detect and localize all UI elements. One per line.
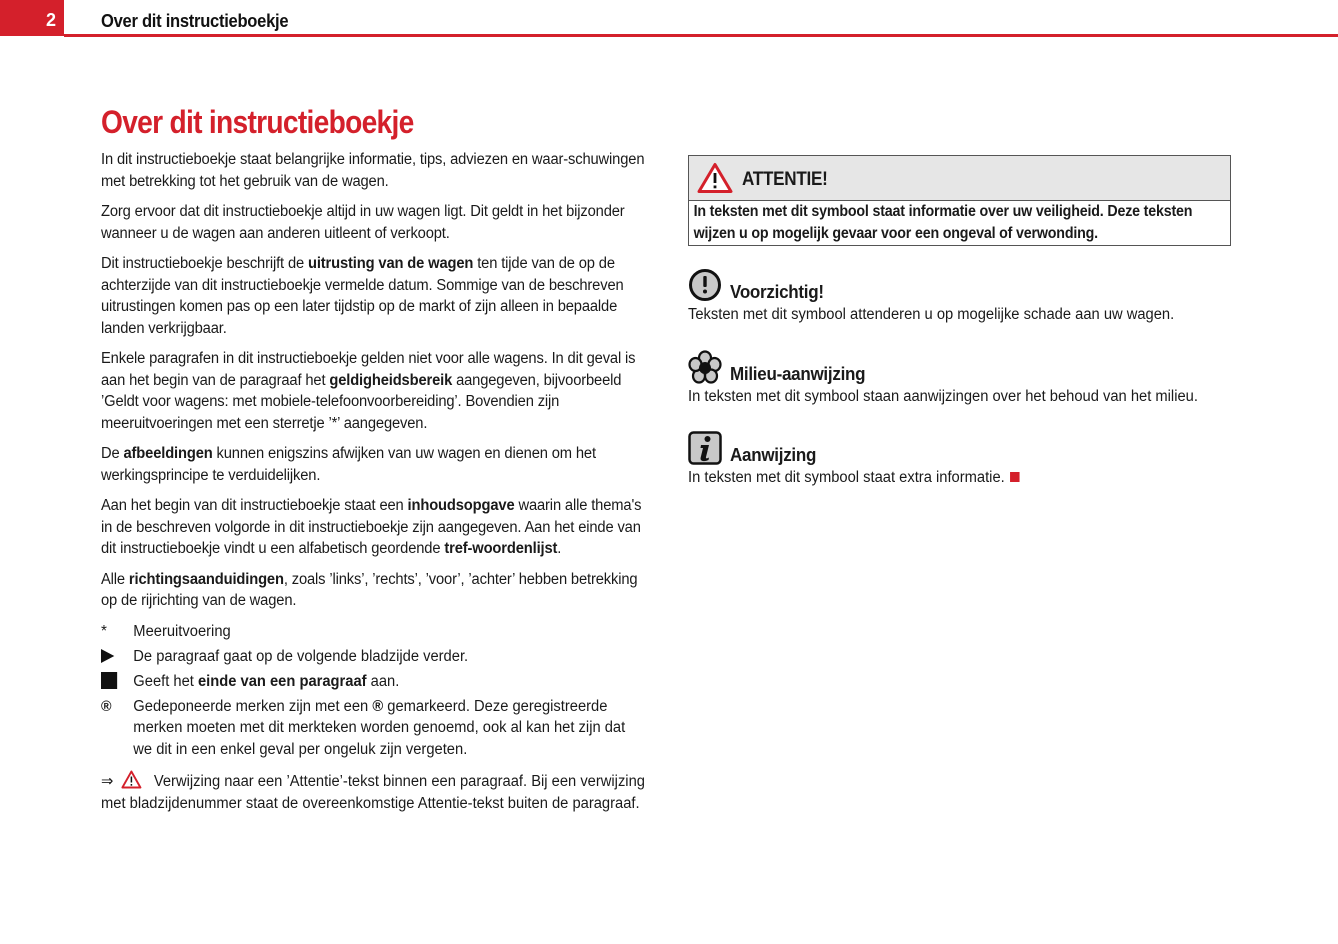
text-run: De xyxy=(101,445,124,462)
text-run: Zorg ervoor dat dit instructieboekje altijd in uw wagen ligt. Dit geldt in het bijzonder wanneer u de wagen aan anderen uitleent of verkoopt. xyxy=(101,203,625,242)
reference-arrow: ⇒ xyxy=(101,773,114,790)
header-rule xyxy=(64,34,1338,37)
running-title: Over dit instructieboekje xyxy=(101,11,289,31)
emphasis-text: inhoudsopgave xyxy=(407,497,515,514)
body-paragraph xyxy=(101,201,646,244)
body-paragraph xyxy=(101,495,646,560)
text-run: Dit instructieboekje beschrijft de xyxy=(101,255,308,272)
text-run: ten tijde van de op de achterzijde van dit instructieboekje vermelde datum. Sommige van de beschreven uitrustingen komen pas op een later tijdstip op de markt of zijn alleen in bepaalde landen verkrijgbaar. xyxy=(101,255,624,337)
legend-text xyxy=(133,621,230,643)
left-column xyxy=(101,104,646,814)
warning-triangle-icon xyxy=(121,770,142,789)
emphasis-text: ® xyxy=(372,697,384,715)
note-body: Teksten met dit symbool attenderen u op mogelijke schade aan uw wagen. xyxy=(688,306,1175,323)
legend-item xyxy=(101,621,646,643)
body-paragraph xyxy=(101,569,646,612)
text-run: aan. xyxy=(366,672,400,690)
note-body-text: In teksten met dit symbool staat extra informatie. xyxy=(688,469,1005,486)
page-number-tab xyxy=(0,0,64,36)
reference-explanation xyxy=(101,770,646,814)
right-column xyxy=(688,155,1231,489)
asterisk-icon: * xyxy=(101,622,107,640)
attentie-box xyxy=(688,155,1231,246)
text-run: Geeft het xyxy=(133,672,198,690)
legend-text xyxy=(133,671,399,693)
emphasis-text: einde van een paragraaf xyxy=(197,672,367,690)
text-run: Meeruitvoering xyxy=(133,622,231,640)
info-icon xyxy=(688,431,722,465)
body-paragraph xyxy=(101,253,646,339)
text-run: gemarkeerd. Deze geregistreerde merken moeten met dit merkteken worden genoemd, ook al kan het zijn dat we dit in een enkel geval per ongeluk zijn vergeten. xyxy=(133,697,626,758)
note-title: Voorzichtig! xyxy=(730,281,824,302)
intro-paragraphs xyxy=(101,149,646,612)
legend-text xyxy=(133,696,646,761)
legend-item xyxy=(101,696,646,761)
text-run: De paragraaf gaat op de volgende bladzijde verder. xyxy=(133,647,469,665)
symbol-legend xyxy=(101,621,646,761)
note-title: Aanwijzing xyxy=(730,444,817,465)
note-body xyxy=(688,467,1231,489)
end-square-icon xyxy=(101,671,133,693)
text-run: , zoals ’links’, ’rechts’, ’voor’, ’achter’ hebben betrekking op de rijrichting van de wagen. xyxy=(101,570,638,609)
text-run: aangegeven, bijvoorbeeld ’Geldt voor wagens: met mobiele-telefoonvoorbereiding’. Bovendien zijn meeruitvoeringen met een sterretje ’*’ aangegeven. xyxy=(101,371,622,432)
text-run: Enkele paragrafen in dit instructieboekje gelden niet voor alle wagens. In dit geval is aan het begin van de paragraaf het xyxy=(101,350,636,389)
warning-triangle-icon xyxy=(697,162,733,194)
text-run: . xyxy=(557,540,562,557)
caution-circle-icon xyxy=(688,268,722,302)
text-run: Aan het begin van dit instructieboekje staat een xyxy=(101,497,408,514)
flower-icon xyxy=(688,350,722,384)
attentie-body: In teksten met dit symbool staat informatie over uw veiligheid. Deze teksten wijzen u op mogelijk gevaar voor een ongeval of verwonding. xyxy=(693,203,1193,242)
emphasis-text: uitrusting van de wagen xyxy=(307,255,474,272)
reference-text: Verwijzing naar een ’Attentie’-tekst binnen een paragraaf. Bij een verwijzing met bladzijdenummer staat de overeenkomstige Attentie-tekst buiten de paragraaf. xyxy=(101,773,645,812)
note-voorzichtig xyxy=(688,268,1231,326)
continue-arrow-icon xyxy=(101,646,133,668)
attentie-title: ATTENTIE! xyxy=(742,169,828,190)
end-of-section-square-icon xyxy=(1010,472,1020,482)
note-milieu xyxy=(688,350,1231,408)
note-title: Milieu-aanwijzing xyxy=(730,362,866,384)
text-run: waarin alle thema's in de beschreven volgorde in dit instructieboekje zijn aangegeven. Aan het einde van dit instructieboekje vindt u een alfabetisch geordende xyxy=(101,497,642,557)
text-run: Gedeponeerde merken zijn met een xyxy=(133,697,373,715)
legend-item xyxy=(101,671,646,693)
page-number: 2 xyxy=(45,10,56,30)
page-title: Over dit instructieboekje xyxy=(101,104,414,140)
emphasis-text: tref-woordenlijst xyxy=(444,540,558,557)
body-paragraph xyxy=(101,149,646,192)
attentie-header xyxy=(689,156,1230,201)
legend-text xyxy=(133,646,468,668)
emphasis-text: afbeeldingen xyxy=(123,445,213,462)
body-paragraph xyxy=(101,443,646,486)
emphasis-text: richtingsaanduidingen xyxy=(128,570,284,588)
text-run: kunnen enigszins afwijken van uw wagen en dienen om het werkingsprincipe te verduidelijken. xyxy=(101,445,596,484)
text-run: In dit instructieboekje staat belangrijke informatie, tips, adviezen en waar-schuwingen met betrekking tot het gebruik van de wagen. xyxy=(101,151,645,190)
text-run: Alle xyxy=(101,570,129,588)
note-body: In teksten met dit symbool staan aanwijzingen over het behoud van het milieu. xyxy=(688,387,1198,405)
body-paragraph xyxy=(101,348,646,434)
legend-item xyxy=(101,646,646,668)
emphasis-text: geldigheidsbereik xyxy=(329,371,453,389)
registered-icon: ® xyxy=(101,697,112,715)
note-aanwijzing xyxy=(688,431,1231,489)
